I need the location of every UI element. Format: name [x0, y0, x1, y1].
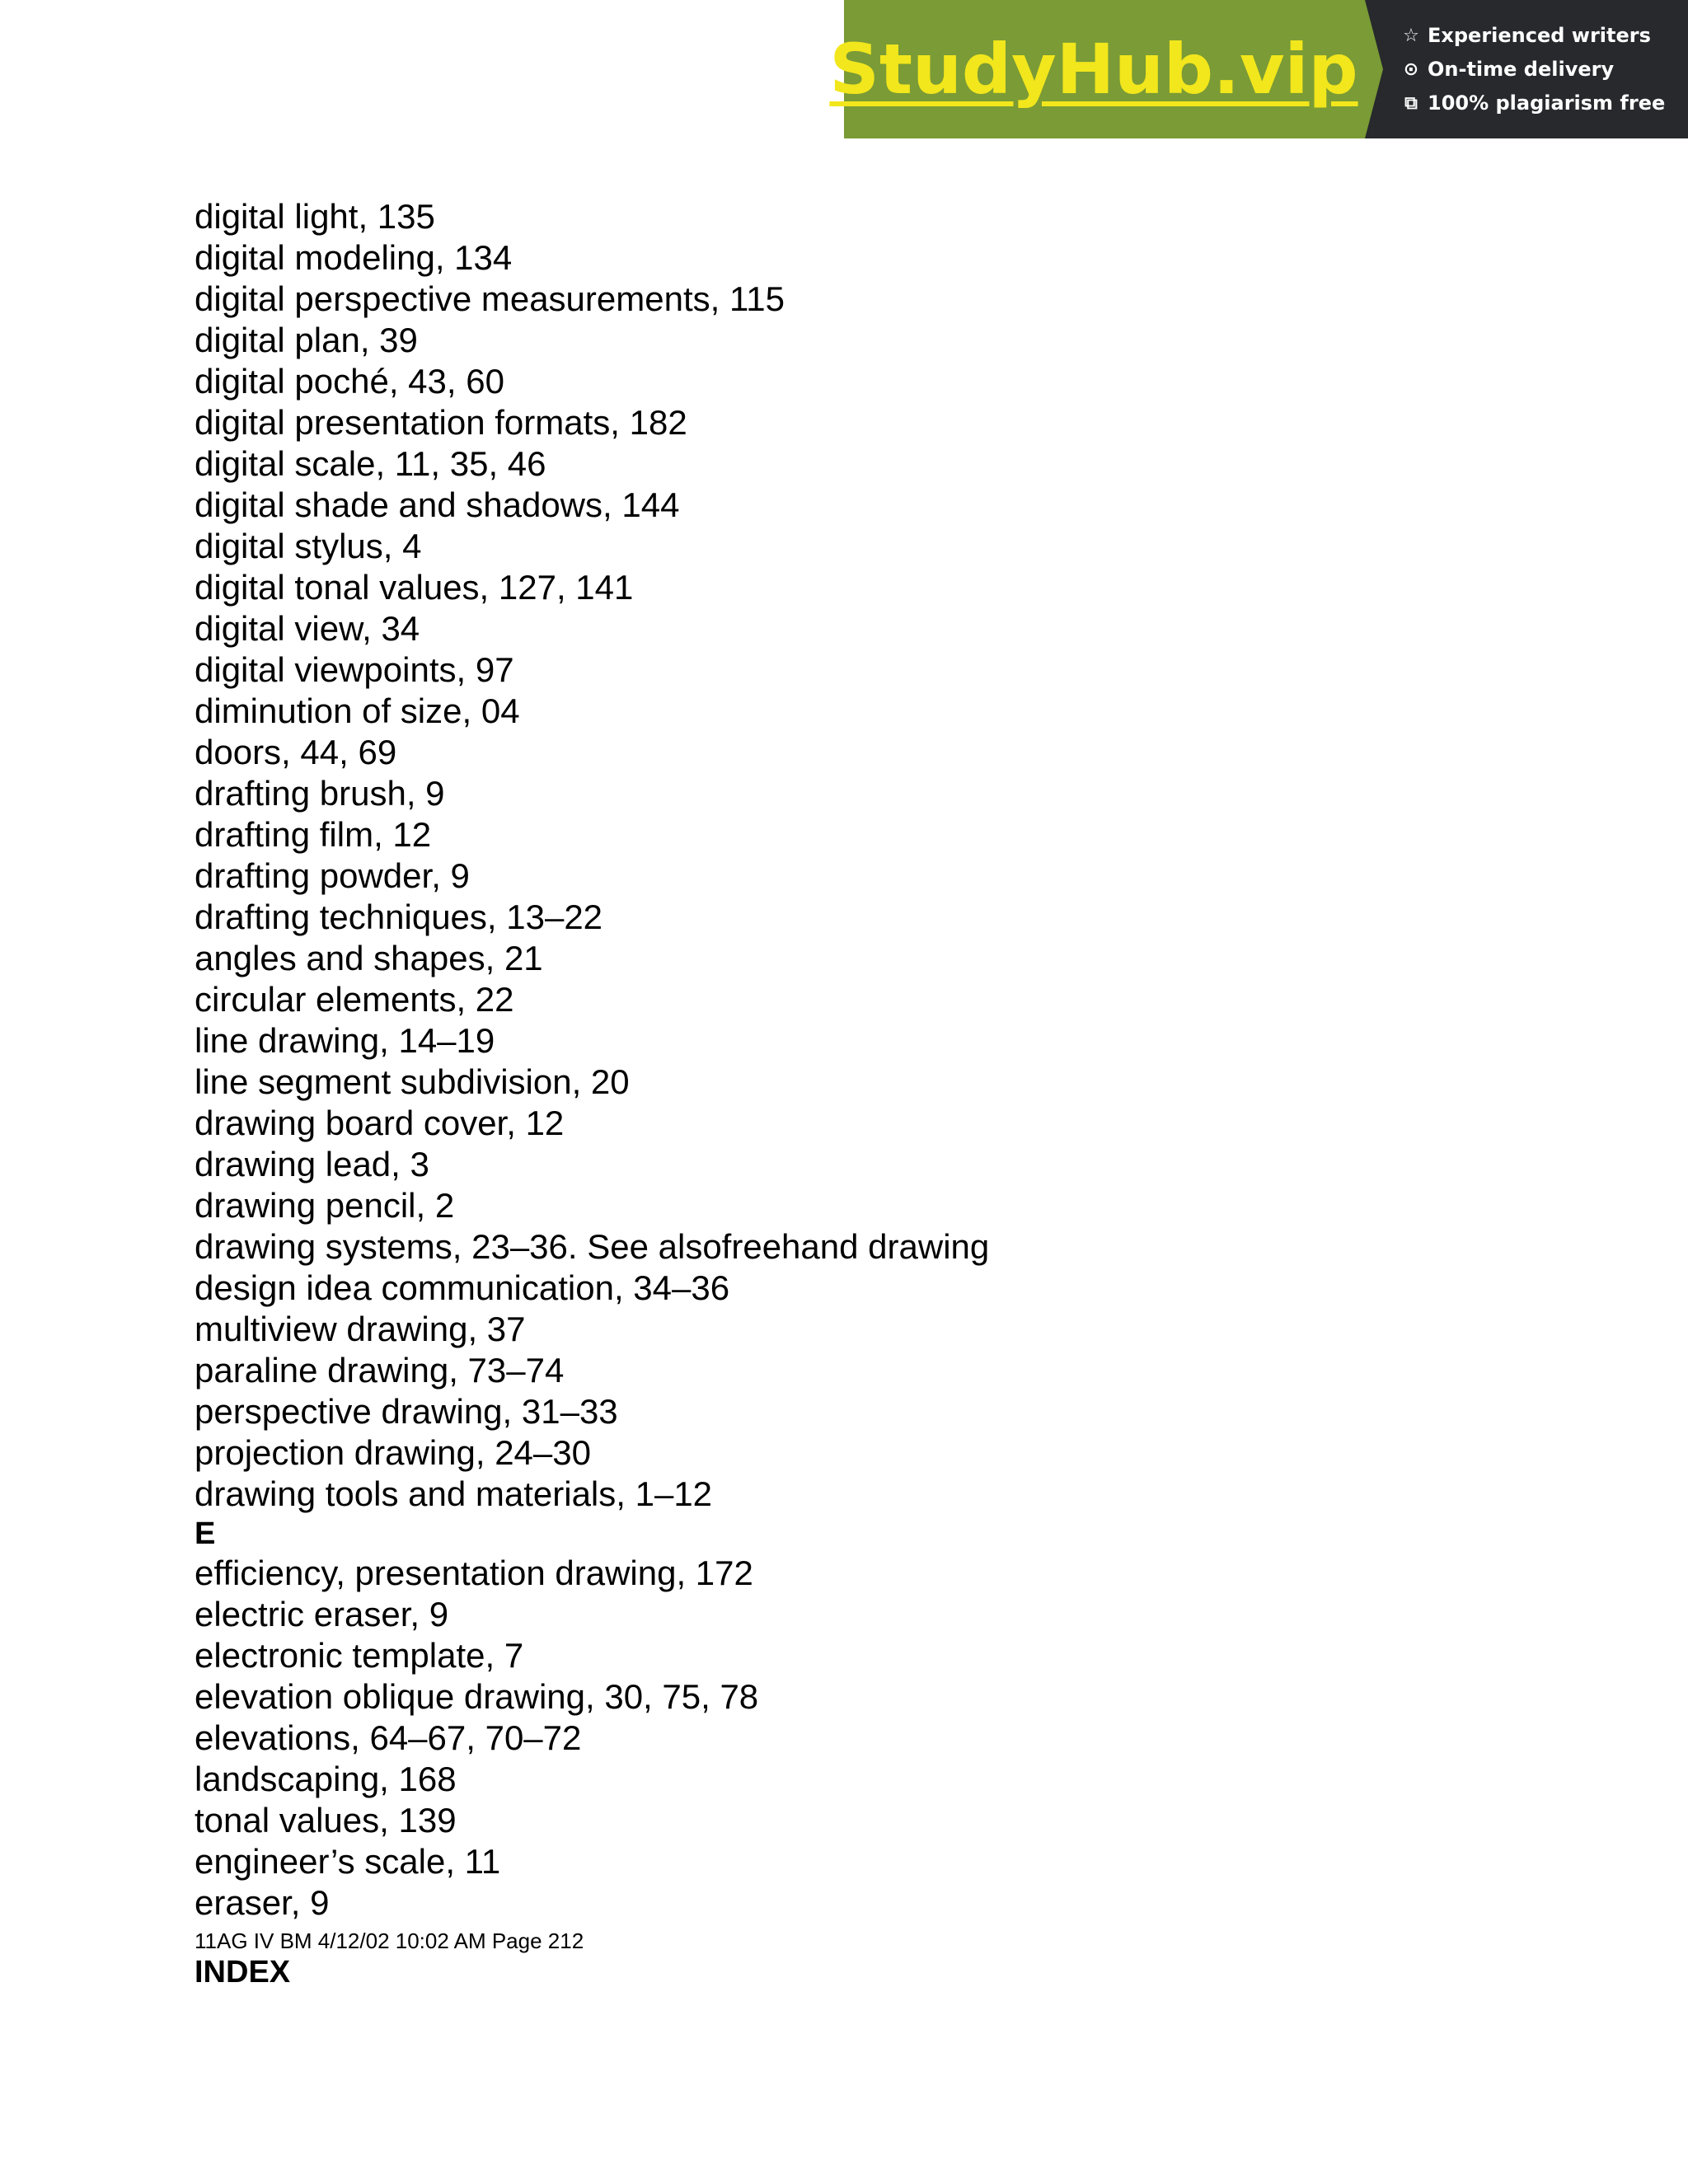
index-entry: paraline drawing, 73–74 [195, 1351, 565, 1390]
index-entry: perspective drawing, 31–33 [195, 1392, 618, 1431]
index-entry: efficiency, presentation drawing, 172 [195, 1554, 753, 1592]
index-entry: digital view, 34 [195, 609, 420, 648]
index-entry: drafting film, 12 [195, 815, 432, 854]
index-entry: angles and shapes, 21 [195, 939, 543, 977]
index-entry: diminution of size, 04 [195, 691, 520, 730]
index-letter-heading: E [195, 1516, 216, 1551]
index-entry: doors, 44, 69 [195, 733, 397, 771]
index-list [195, 196, 1596, 1990]
index-entry: electric eraser, 9 [195, 1595, 449, 1633]
index-entry: drawing pencil, 2 [195, 1186, 455, 1225]
index-entry: digital shade and shadows, 144 [195, 485, 680, 524]
index-entry: digital light, 135 [195, 197, 435, 236]
index-entry: digital modeling, 134 [195, 238, 513, 277]
index-entry: digital presentation formats, 182 [195, 403, 687, 442]
index-entry: multiview drawing, 37 [195, 1310, 526, 1348]
index-entry: drawing board cover, 12 [195, 1104, 565, 1142]
index-entry: circular elements, 22 [195, 980, 514, 1019]
feature-plagiarism-free [1401, 87, 1688, 120]
index-entry: digital tonal values, 127, 141 [195, 568, 634, 607]
index-entry: eraser, 9 [195, 1883, 330, 1922]
index-entry: engineer’s scale, 11 [195, 1842, 501, 1881]
index-section-label: INDEX [195, 1955, 291, 1990]
index-entry: digital stylus, 4 [195, 527, 422, 565]
features-panel [1365, 0, 1688, 138]
index-entry: elevation oblique drawing, 30, 75, 78 [195, 1677, 759, 1716]
page-footer-info: 11AG IV BM 4/12/02 10:02 AM Page 212 [195, 1929, 584, 1953]
feature-experienced-writers [1401, 19, 1688, 53]
index-entry: drawing lead, 3 [195, 1145, 429, 1183]
index-entry: drafting brush, 9 [195, 774, 445, 813]
index-entry: digital viewpoints, 97 [195, 650, 514, 689]
clock-icon: ⊙ [1403, 59, 1419, 80]
index-entry: drawing tools and materials, 1–12 [195, 1474, 713, 1513]
feature-on-time-delivery [1401, 53, 1688, 87]
index-entry: digital plan, 39 [195, 321, 418, 359]
index-entry: drafting techniques, 13–22 [195, 898, 603, 936]
index-entry: electronic template, 7 [195, 1636, 524, 1675]
feature-label: Experienced writers [1428, 23, 1651, 47]
index-entry: line segment subdivision, 20 [195, 1062, 630, 1101]
star-outline-icon: ☆ [1403, 25, 1419, 46]
index-entry: digital perspective measurements, 115 [195, 279, 785, 318]
feature-label: On-time delivery [1428, 57, 1615, 81]
brand-panel [829, 0, 1365, 138]
index-entry: tonal values, 139 [195, 1801, 457, 1840]
studyhub-banner[interactable] [829, 0, 1688, 138]
brand-logo: StudyHub.vip [829, 29, 1358, 110]
index-entry: elevations, 64–67, 70–72 [195, 1718, 582, 1757]
index-entry: line drawing, 14–19 [195, 1021, 495, 1060]
index-entry: projection drawing, 24–30 [195, 1433, 591, 1472]
index-entry: design idea communication, 34–36 [195, 1268, 730, 1307]
index-entry: drafting powder, 9 [195, 856, 470, 895]
index-entry: landscaping, 168 [195, 1760, 457, 1798]
copy-icon: ⧉ [1404, 92, 1418, 114]
index-entry: digital scale, 11, 35, 46 [195, 444, 546, 483]
index-entry: digital poché, 43, 60 [195, 362, 504, 401]
index-entry: drawing systems, 23–36. See alsofreehand drawing [195, 1227, 990, 1266]
feature-label: 100% plagiarism free [1428, 91, 1666, 115]
